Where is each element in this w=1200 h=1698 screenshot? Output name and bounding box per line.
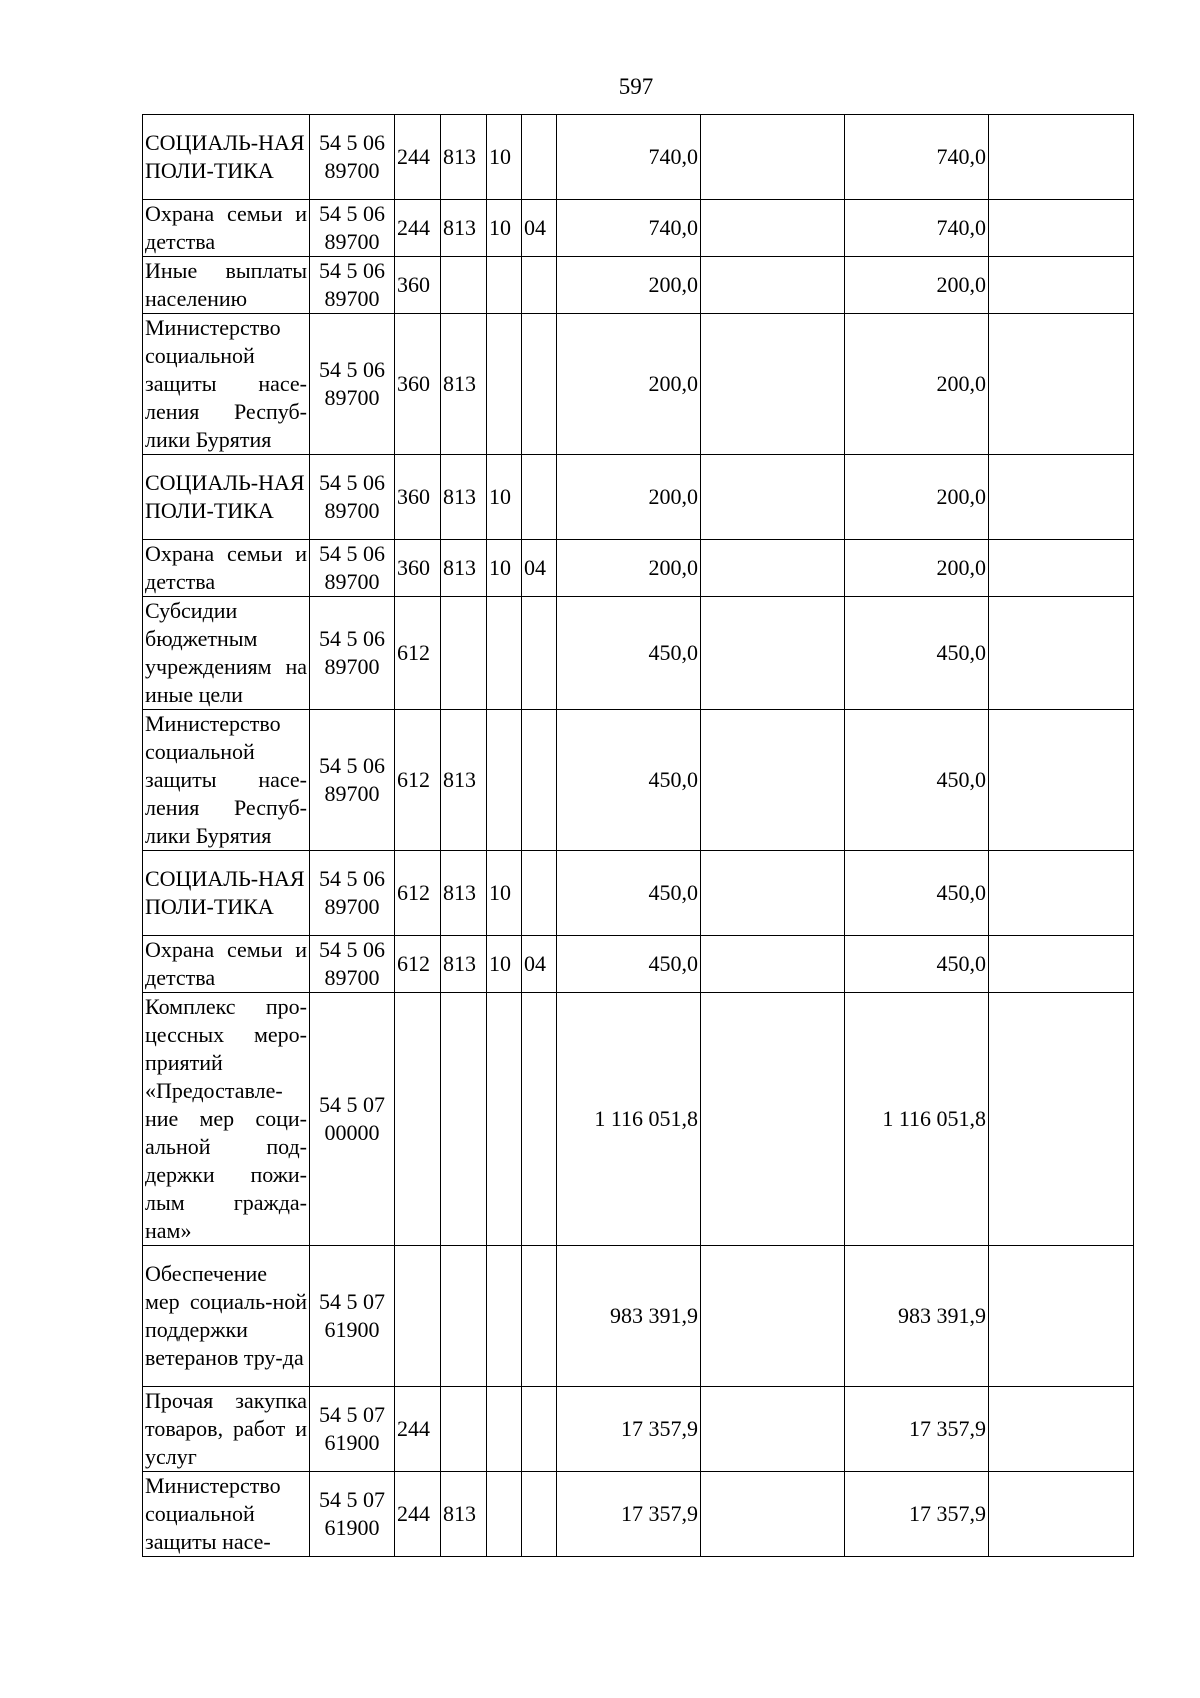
amount-column-2 <box>701 257 845 314</box>
amount-column-3: 983 391,9 <box>845 1246 989 1387</box>
ministry-code <box>441 1387 487 1472</box>
expense-type-code: 360 <box>395 314 441 455</box>
row-name: Обеспечение мер социаль-ной поддержки ветеранов тру-да <box>143 1246 310 1387</box>
target-article-code: 54 5 07 00000 <box>310 993 395 1246</box>
row-name: Комплекс про-цессных меро-приятий «Предоставле-ние мер соци-альной под-держки пожи-лым гражда-нам» <box>143 993 310 1246</box>
amount-total: 450,0 <box>557 597 701 710</box>
target-article-code: 54 5 06 89700 <box>310 455 395 540</box>
section-code: 10 <box>487 455 522 540</box>
subsection-code <box>522 993 557 1246</box>
ministry-code: 813 <box>441 851 487 936</box>
target-article-code: 54 5 06 89700 <box>310 257 395 314</box>
amount-column-3: 200,0 <box>845 314 989 455</box>
table-row <box>143 1472 1134 1557</box>
table-row <box>143 200 1134 257</box>
page-number: 597 <box>618 74 654 99</box>
ministry-code <box>441 257 487 314</box>
amount-total: 450,0 <box>557 936 701 993</box>
amount-total: 740,0 <box>557 115 701 200</box>
table-row <box>143 936 1134 993</box>
subsection-code: 04 <box>522 540 557 597</box>
target-article-code: 54 5 06 89700 <box>310 115 395 200</box>
expense-type-code: 244 <box>395 115 441 200</box>
amount-column-3: 740,0 <box>845 115 989 200</box>
ministry-code <box>441 993 487 1246</box>
amount-column-4 <box>989 200 1134 257</box>
row-name: СОЦИАЛЬ-НАЯ ПОЛИ-ТИКА <box>143 455 310 540</box>
amount-column-2 <box>701 597 845 710</box>
amount-total: 17 357,9 <box>557 1387 701 1472</box>
amount-column-2 <box>701 115 845 200</box>
amount-column-3: 450,0 <box>845 851 989 936</box>
amount-column-2 <box>701 993 845 1246</box>
section-code: 10 <box>487 936 522 993</box>
table-row <box>143 993 1134 1246</box>
table-row <box>143 1246 1134 1387</box>
table-row <box>143 597 1134 710</box>
subsection-code <box>522 710 557 851</box>
subsection-code <box>522 257 557 314</box>
amount-column-3: 450,0 <box>845 936 989 993</box>
amount-column-3: 200,0 <box>845 540 989 597</box>
subsection-code <box>522 314 557 455</box>
section-code <box>487 1246 522 1387</box>
amount-column-2 <box>701 455 845 540</box>
expense-type-code: 612 <box>395 851 441 936</box>
ministry-code <box>441 597 487 710</box>
target-article-code: 54 5 06 89700 <box>310 314 395 455</box>
ministry-code: 813 <box>441 115 487 200</box>
amount-total: 200,0 <box>557 540 701 597</box>
expense-type-code: 360 <box>395 257 441 314</box>
amount-column-3: 450,0 <box>845 710 989 851</box>
amount-total: 740,0 <box>557 200 701 257</box>
row-name: Иные выплаты населению <box>143 257 310 314</box>
section-code <box>487 710 522 851</box>
target-article-code: 54 5 06 89700 <box>310 200 395 257</box>
section-code: 10 <box>487 200 522 257</box>
amount-column-4 <box>989 936 1134 993</box>
amount-column-3: 17 357,9 <box>845 1472 989 1557</box>
amount-column-2 <box>701 710 845 851</box>
row-name: Министерство социальной защиты насе- <box>143 1472 310 1557</box>
table-row <box>143 710 1134 851</box>
ministry-code: 813 <box>441 710 487 851</box>
ministry-code: 813 <box>441 1472 487 1557</box>
target-article-code: 54 5 06 89700 <box>310 597 395 710</box>
amount-column-4 <box>989 597 1134 710</box>
section-code <box>487 1472 522 1557</box>
amount-column-4 <box>989 851 1134 936</box>
subsection-code <box>522 1387 557 1472</box>
table-row <box>143 257 1134 314</box>
table-row <box>143 851 1134 936</box>
amount-column-2 <box>701 540 845 597</box>
budget-table <box>142 114 1134 1557</box>
row-name: Охрана семьи и детства <box>143 540 310 597</box>
section-code <box>487 597 522 710</box>
target-article-code: 54 5 06 89700 <box>310 936 395 993</box>
amount-total: 200,0 <box>557 257 701 314</box>
table-row <box>143 314 1134 455</box>
target-article-code: 54 5 06 89700 <box>310 540 395 597</box>
row-name: Субсидии бюджетным учреждениям на иные цели <box>143 597 310 710</box>
expense-type-code: 360 <box>395 540 441 597</box>
subsection-code: 04 <box>522 200 557 257</box>
amount-column-2 <box>701 936 845 993</box>
row-name: Прочая закупка товаров, работ и услуг <box>143 1387 310 1472</box>
amount-column-3: 200,0 <box>845 455 989 540</box>
subsection-code <box>522 597 557 710</box>
ministry-code: 813 <box>441 455 487 540</box>
subsection-code <box>522 115 557 200</box>
amount-column-4 <box>989 455 1134 540</box>
subsection-code: 04 <box>522 936 557 993</box>
amount-column-4 <box>989 1246 1134 1387</box>
expense-type-code: 360 <box>395 455 441 540</box>
row-name: СОЦИАЛЬ-НАЯ ПОЛИ-ТИКА <box>143 851 310 936</box>
target-article-code: 54 5 07 61900 <box>310 1246 395 1387</box>
amount-column-4 <box>989 540 1134 597</box>
amount-column-2 <box>701 1246 845 1387</box>
amount-column-2 <box>701 1387 845 1472</box>
ministry-code: 813 <box>441 200 487 257</box>
section-code <box>487 314 522 455</box>
ministry-code: 813 <box>441 314 487 455</box>
target-article-code: 54 5 06 89700 <box>310 851 395 936</box>
subsection-code <box>522 851 557 936</box>
expense-type-code: 244 <box>395 1472 441 1557</box>
amount-total: 200,0 <box>557 455 701 540</box>
ministry-code: 813 <box>441 540 487 597</box>
amount-column-2 <box>701 200 845 257</box>
amount-column-2 <box>701 1472 845 1557</box>
expense-type-code: 612 <box>395 710 441 851</box>
section-code: 10 <box>487 540 522 597</box>
ministry-code <box>441 1246 487 1387</box>
amount-column-4 <box>989 993 1134 1246</box>
amount-column-3: 200,0 <box>845 257 989 314</box>
amount-column-3: 450,0 <box>845 597 989 710</box>
amount-total: 1 116 051,8 <box>557 993 701 1246</box>
row-name: СОЦИАЛЬ-НАЯ ПОЛИ-ТИКА <box>143 115 310 200</box>
amount-column-2 <box>701 314 845 455</box>
amount-column-4 <box>989 115 1134 200</box>
table-body <box>143 115 1134 1557</box>
target-article-code: 54 5 07 61900 <box>310 1387 395 1472</box>
amount-total: 983 391,9 <box>557 1246 701 1387</box>
section-code: 10 <box>487 851 522 936</box>
subsection-code <box>522 455 557 540</box>
expense-type-code <box>395 993 441 1246</box>
expense-type-code <box>395 1246 441 1387</box>
target-article-code: 54 5 06 89700 <box>310 710 395 851</box>
target-article-code: 54 5 07 61900 <box>310 1472 395 1557</box>
row-name: Охрана семьи и детства <box>143 936 310 993</box>
ministry-code: 813 <box>441 936 487 993</box>
expense-type-code: 612 <box>395 597 441 710</box>
row-name: Охрана семьи и детства <box>143 200 310 257</box>
row-name: Министерство социальной защиты насе-ления Респуб-лики Бурятия <box>143 710 310 851</box>
amount-column-4 <box>989 257 1134 314</box>
amount-column-4 <box>989 314 1134 455</box>
amount-total: 17 357,9 <box>557 1472 701 1557</box>
table-row <box>143 540 1134 597</box>
amount-column-4 <box>989 710 1134 851</box>
table-row <box>143 455 1134 540</box>
amount-column-3: 17 357,9 <box>845 1387 989 1472</box>
table-row <box>143 1387 1134 1472</box>
amount-column-3: 1 116 051,8 <box>845 993 989 1246</box>
amount-column-4 <box>989 1472 1134 1557</box>
amount-column-3: 740,0 <box>845 200 989 257</box>
section-code <box>487 1387 522 1472</box>
expense-type-code: 612 <box>395 936 441 993</box>
expense-type-code: 244 <box>395 1387 441 1472</box>
amount-total: 450,0 <box>557 851 701 936</box>
amount-total: 200,0 <box>557 314 701 455</box>
table-row <box>143 115 1134 200</box>
section-code: 10 <box>487 115 522 200</box>
amount-column-2 <box>701 851 845 936</box>
expense-type-code: 244 <box>395 200 441 257</box>
amount-total: 450,0 <box>557 710 701 851</box>
section-code <box>487 993 522 1246</box>
amount-column-4 <box>989 1387 1134 1472</box>
subsection-code <box>522 1472 557 1557</box>
row-name: Министерство социальной защиты насе-ления Респуб-лики Бурятия <box>143 314 310 455</box>
subsection-code <box>522 1246 557 1387</box>
section-code <box>487 257 522 314</box>
